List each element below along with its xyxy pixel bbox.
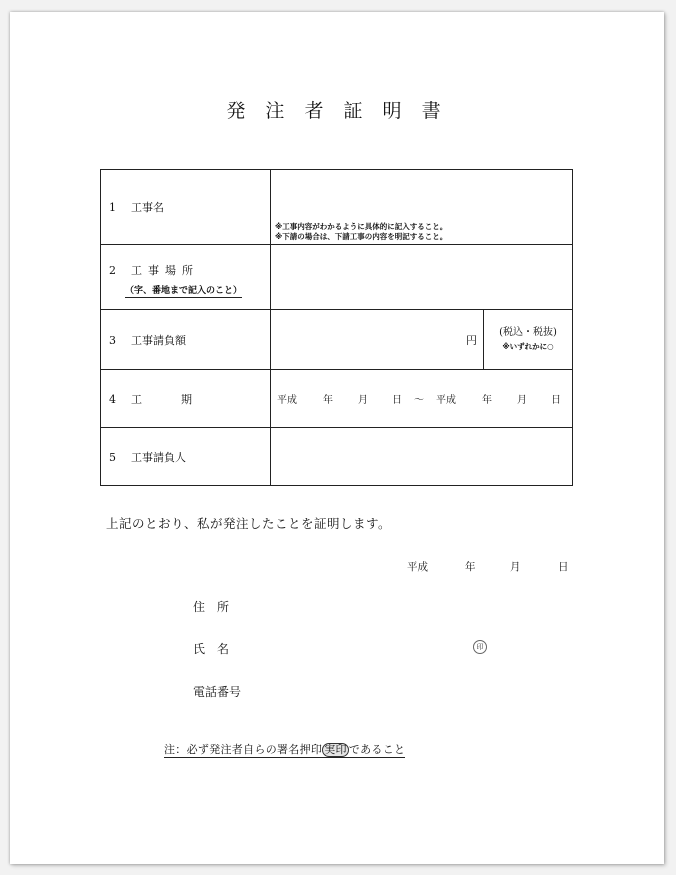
- table-row-construction-site: [101, 245, 573, 310]
- date-year-field[interactable]: 年: [465, 561, 476, 573]
- instruction-note: ※工事内容がわかるように具体的に記入すること。: [275, 222, 448, 231]
- amount-input-cell[interactable]: [271, 310, 484, 369]
- date-month-field[interactable]: 月: [510, 561, 521, 573]
- footnote-text: 注：必ず発注者自らの署名押印: [164, 743, 323, 756]
- date-day-field[interactable]: 日: [558, 561, 569, 573]
- document-title: 発 注 者 証 明 書: [226, 100, 448, 122]
- amount-inner-table: [271, 310, 572, 369]
- start-era: 平成: [277, 395, 297, 406]
- row-label: 工 期: [131, 392, 206, 406]
- period-fields: [271, 391, 572, 406]
- address-field[interactable]: 住 所: [193, 600, 230, 614]
- row-number: 2: [109, 264, 116, 277]
- end-era: 平成: [436, 395, 456, 406]
- certification-statement: 上記のとおり、私が発注したことを証明します。: [106, 516, 392, 531]
- label-cell-contractor: [101, 428, 271, 486]
- period-tilde: ～: [414, 395, 424, 406]
- instruction-note: ※下請の場合は、下請工事の内容を明記すること。: [275, 232, 448, 241]
- tax-option-note: ※いずれかに○: [502, 341, 554, 351]
- value-cell-construction-name[interactable]: [271, 170, 573, 245]
- row-number: 4: [109, 392, 116, 406]
- start-year: 年: [323, 395, 333, 406]
- table-row-construction-name: [101, 170, 573, 245]
- row-number: 1: [109, 201, 116, 214]
- label-cell-construction-name: [101, 170, 271, 245]
- row-label: 工事請負人: [131, 450, 186, 464]
- signature-footnote: [164, 743, 405, 758]
- value-cell-construction-period[interactable]: [271, 370, 573, 428]
- circled-registered-seal: 実印: [324, 743, 347, 756]
- label-cell-construction-site: [101, 245, 271, 310]
- start-day: 日: [392, 395, 402, 406]
- document-page: [10, 12, 664, 864]
- row-label: 工事名: [131, 201, 164, 214]
- row-sublabel: （字、番地まで記入のこと）: [125, 283, 242, 298]
- footnote-text-end: であること: [348, 743, 406, 756]
- yen-unit: 円: [466, 333, 477, 347]
- row-number: 5: [109, 450, 116, 464]
- value-cell-contractor[interactable]: [271, 428, 573, 486]
- start-month: 月: [358, 395, 368, 406]
- name-field[interactable]: 氏 名: [193, 642, 230, 656]
- instruction-notes: [271, 222, 572, 244]
- date-era: 平成: [407, 561, 428, 573]
- end-year: 年: [482, 395, 492, 406]
- tax-option-label: (税込・税抜): [499, 326, 557, 338]
- row-label: 工事請負額: [131, 333, 186, 347]
- row-number: 3: [109, 333, 116, 347]
- label-cell-contract-amount: [101, 310, 271, 370]
- seal-mark: 印: [473, 640, 487, 654]
- label-cell-construction-period: [101, 370, 271, 428]
- end-month: 月: [517, 395, 527, 406]
- phone-field[interactable]: 電話番号: [193, 685, 242, 699]
- tax-option-cell[interactable]: [484, 310, 573, 369]
- certificate-form-table: [100, 169, 573, 486]
- table-row-contract-amount: [101, 310, 573, 370]
- value-cell-contract-amount: [271, 310, 573, 370]
- row-label: 工事場所: [131, 264, 199, 277]
- end-day: 日: [551, 395, 561, 406]
- value-cell-construction-site[interactable]: [271, 245, 573, 310]
- table-row-construction-period: [101, 370, 573, 428]
- table-row-contractor: [101, 428, 573, 486]
